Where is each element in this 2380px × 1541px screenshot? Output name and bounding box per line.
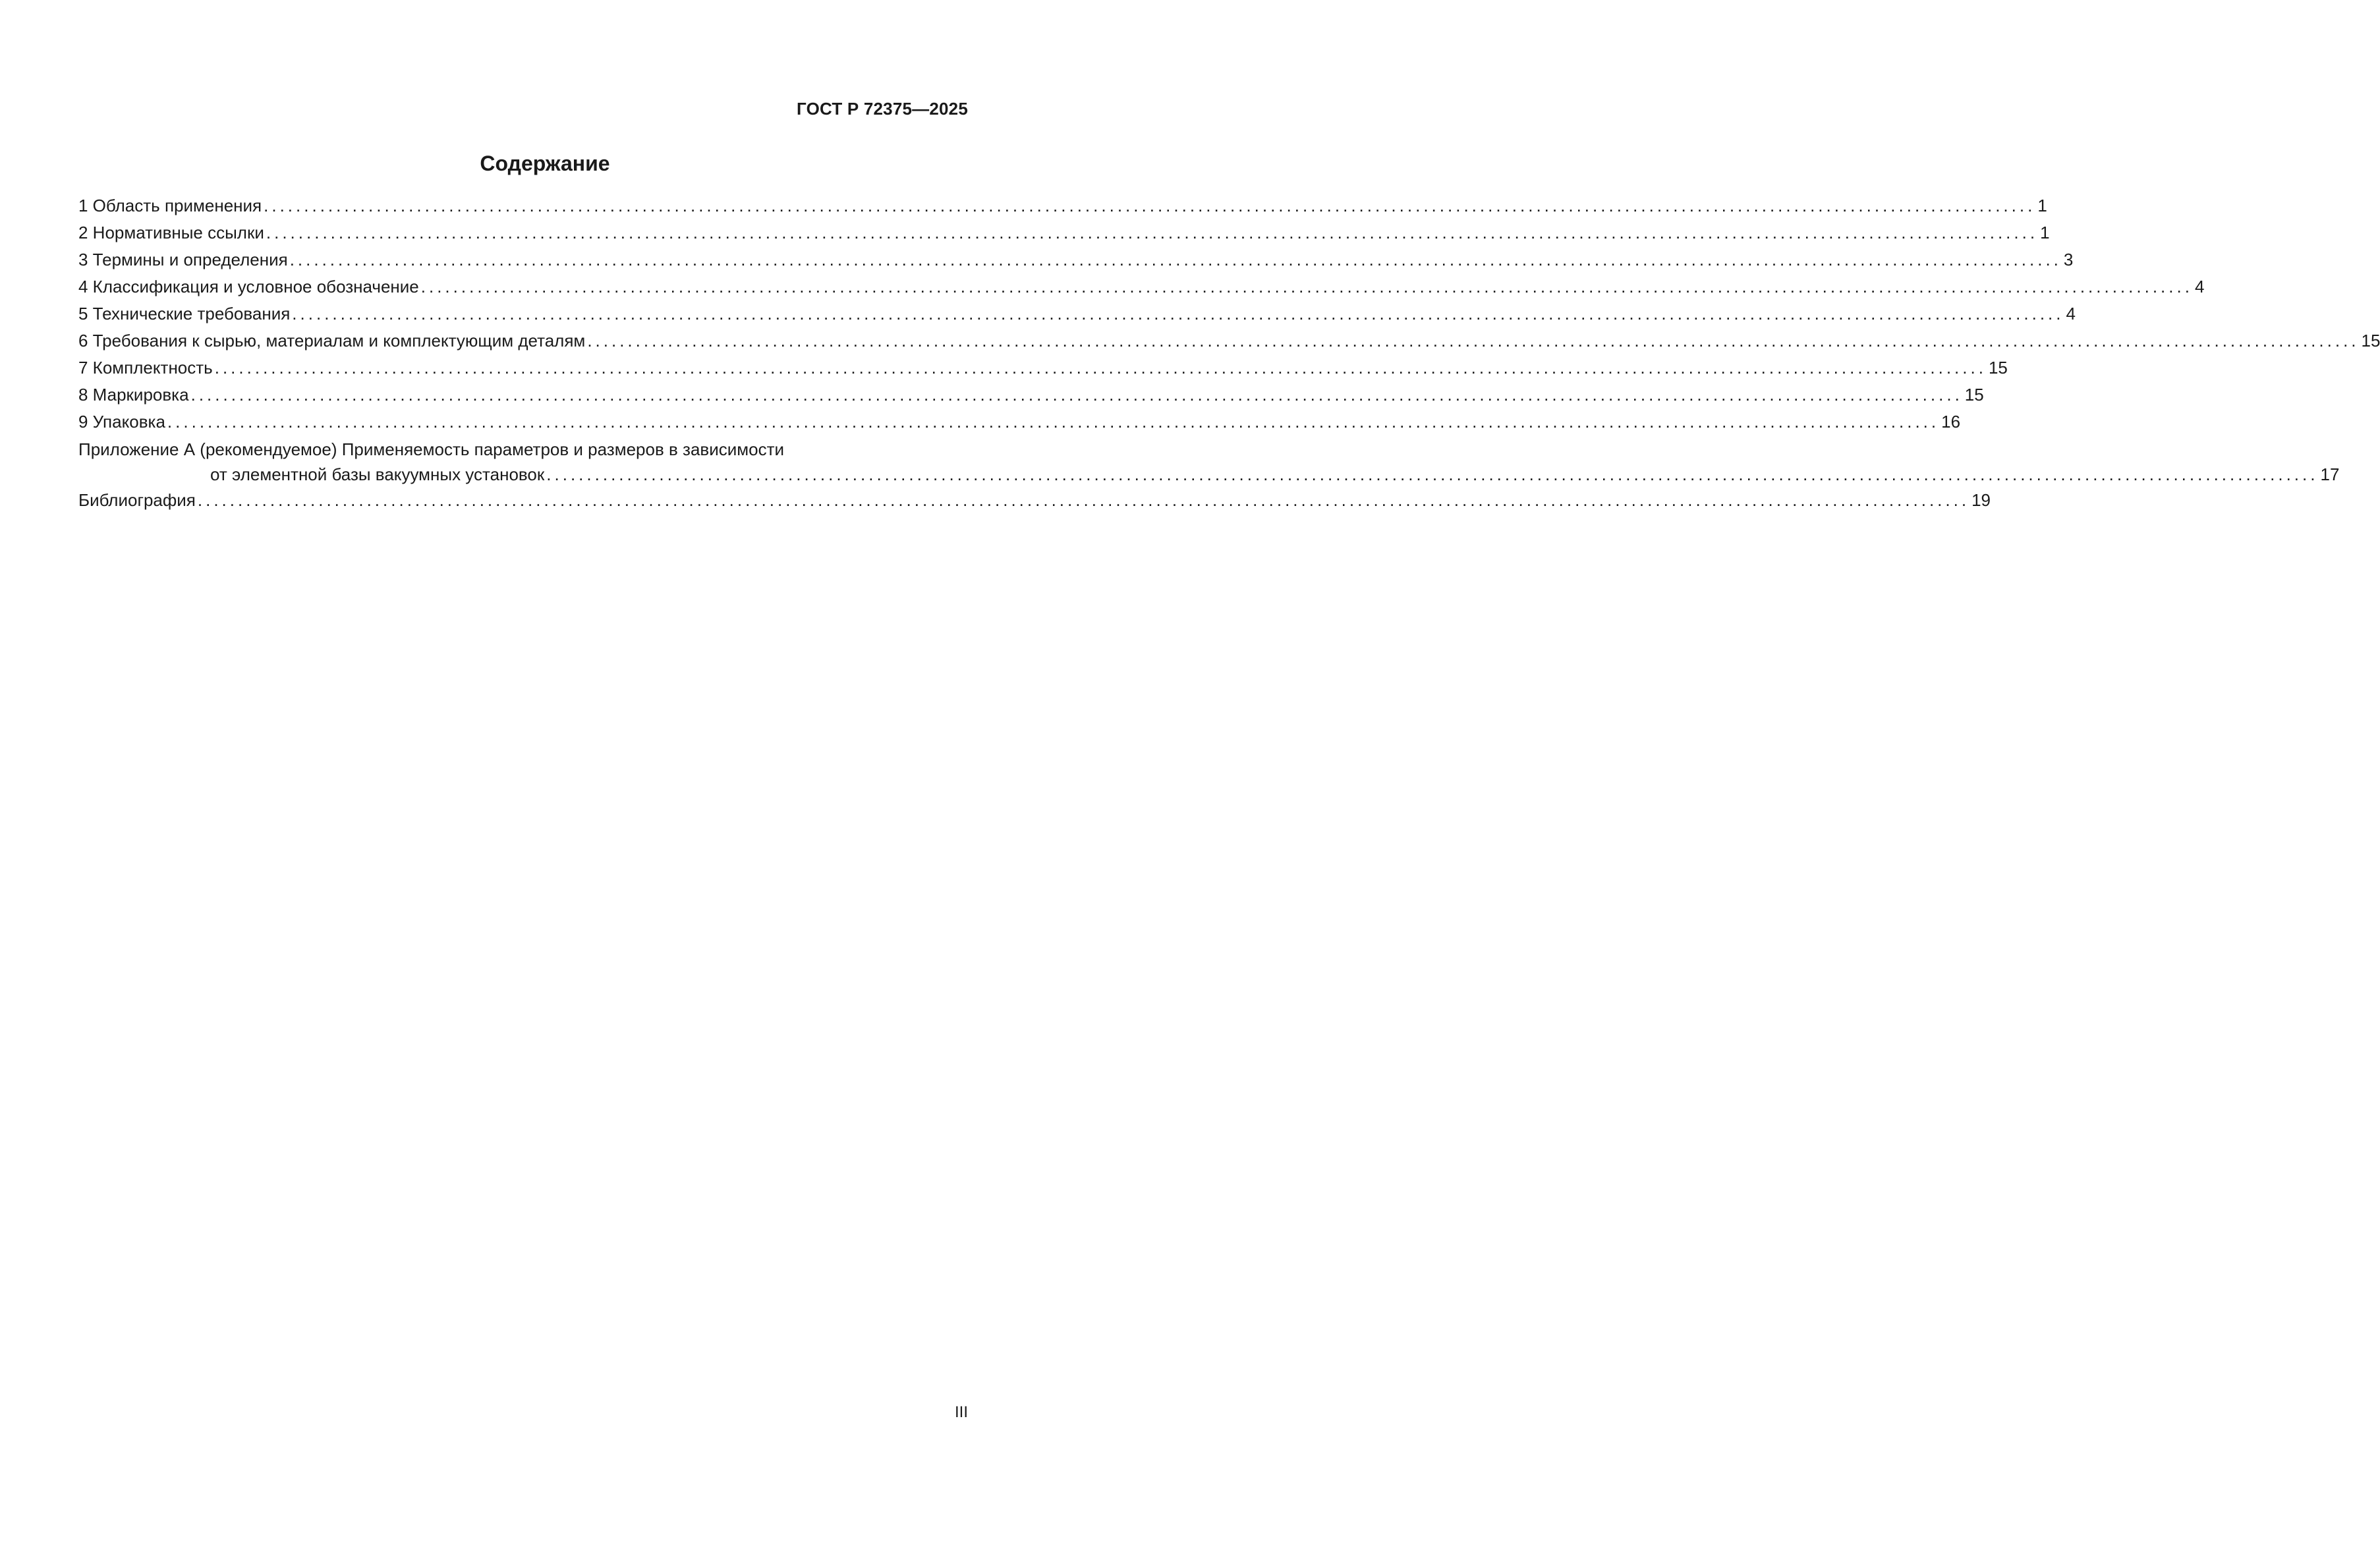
page-title: Содержание: [480, 152, 610, 175]
toc-entry-label: 4 Классификация и условное обозначение: [78, 277, 419, 296]
toc-leader-dots: ............................................................................................................................................................................................................................: [292, 304, 2064, 323]
toc-entry-technical-requirements[interactable]: [78, 300, 2076, 327]
toc-entry-page: 16: [1941, 412, 1961, 432]
toc-entry-page: 15: [1964, 385, 1984, 405]
toc-entry-label: Библиография: [78, 490, 196, 510]
toc-entry-label: 5 Технические требования: [78, 304, 291, 323]
toc-entry-label: 2 Нормативные ссылки: [78, 223, 264, 242]
toc-entry-classification[interactable]: [78, 273, 2205, 300]
toc-appendix-title-line1: Приложение А (рекомендуемое) Применяемость параметров и размеров в зависимости: [78, 439, 785, 459]
toc-leader-dots: ............................................................................................................................................................................................................................: [266, 223, 2039, 242]
toc-leader-dots: ............................................................................................................................................................................................................................: [420, 277, 2193, 296]
toc-entry-marking[interactable]: [78, 381, 1984, 408]
toc-entry-page: 15: [1988, 358, 2008, 378]
toc-leader-dots: ............................................................................................................................................................................................................................: [264, 196, 2036, 215]
toc-entry-label: 3 Термины и определения: [78, 250, 288, 269]
toc-entry-packaging[interactable]: [78, 408, 1961, 435]
toc-entry-label: 6 Требования к сырью, материалам и комплектующим деталям: [78, 331, 586, 350]
toc-entry-appendix-a[interactable]: [78, 435, 2340, 487]
toc-entry-completeness[interactable]: [78, 354, 2008, 381]
toc-entry-terms[interactable]: [78, 246, 2074, 273]
toc-leader-dots: ............................................................................................................................................................................................................................: [587, 331, 2360, 350]
document-code: ГОСТ Р 72375—2025: [797, 99, 968, 119]
toc-entry-page: 4: [2194, 277, 2205, 296]
toc-entry-label: 1 Область применения: [78, 196, 262, 215]
toc-leader-dots: ............................................................................................................................................................................................................................: [289, 250, 2062, 269]
toc-entry-page: 1: [2037, 196, 2047, 215]
toc-leader-dots: ............................................................................................................................................................................................................................: [197, 490, 1970, 510]
toc-entry-label: 7 Комплектность: [78, 358, 213, 378]
toc-entry-page: 19: [1971, 490, 1991, 510]
toc-entry-page: 3: [2063, 250, 2074, 269]
toc-entry-normative-references[interactable]: [78, 219, 2050, 246]
toc-entry-label: 9 Упаковка: [78, 412, 165, 432]
toc-entry-scope[interactable]: [78, 192, 2047, 219]
toc-leader-dots: ............................................................................................................................................................................................................................: [214, 358, 1987, 378]
toc-entry-page: 15: [2361, 331, 2380, 350]
toc-entry-label: 8 Маркировка: [78, 385, 189, 405]
page-number: III: [954, 1403, 968, 1421]
toc-entry-page: 4: [2066, 304, 2076, 323]
toc-entry-materials[interactable]: [78, 327, 2380, 354]
toc-entry-page: 1: [2040, 223, 2050, 242]
toc-leader-dots: ............................................................................................................................................................................................................................: [167, 412, 1940, 432]
toc-leader-dots: ............................................................................................................................................................................................................................: [546, 464, 2319, 484]
toc-appendix-title-line2: от элементной базы вакуумных установок: [210, 464, 545, 484]
toc-entry-page: 17: [2320, 464, 2340, 484]
table-of-contents: [78, 192, 2380, 514]
toc-leader-dots: ............................................................................................................................................................................................................................: [190, 385, 1963, 405]
toc-entry-bibliography[interactable]: [78, 487, 1991, 514]
